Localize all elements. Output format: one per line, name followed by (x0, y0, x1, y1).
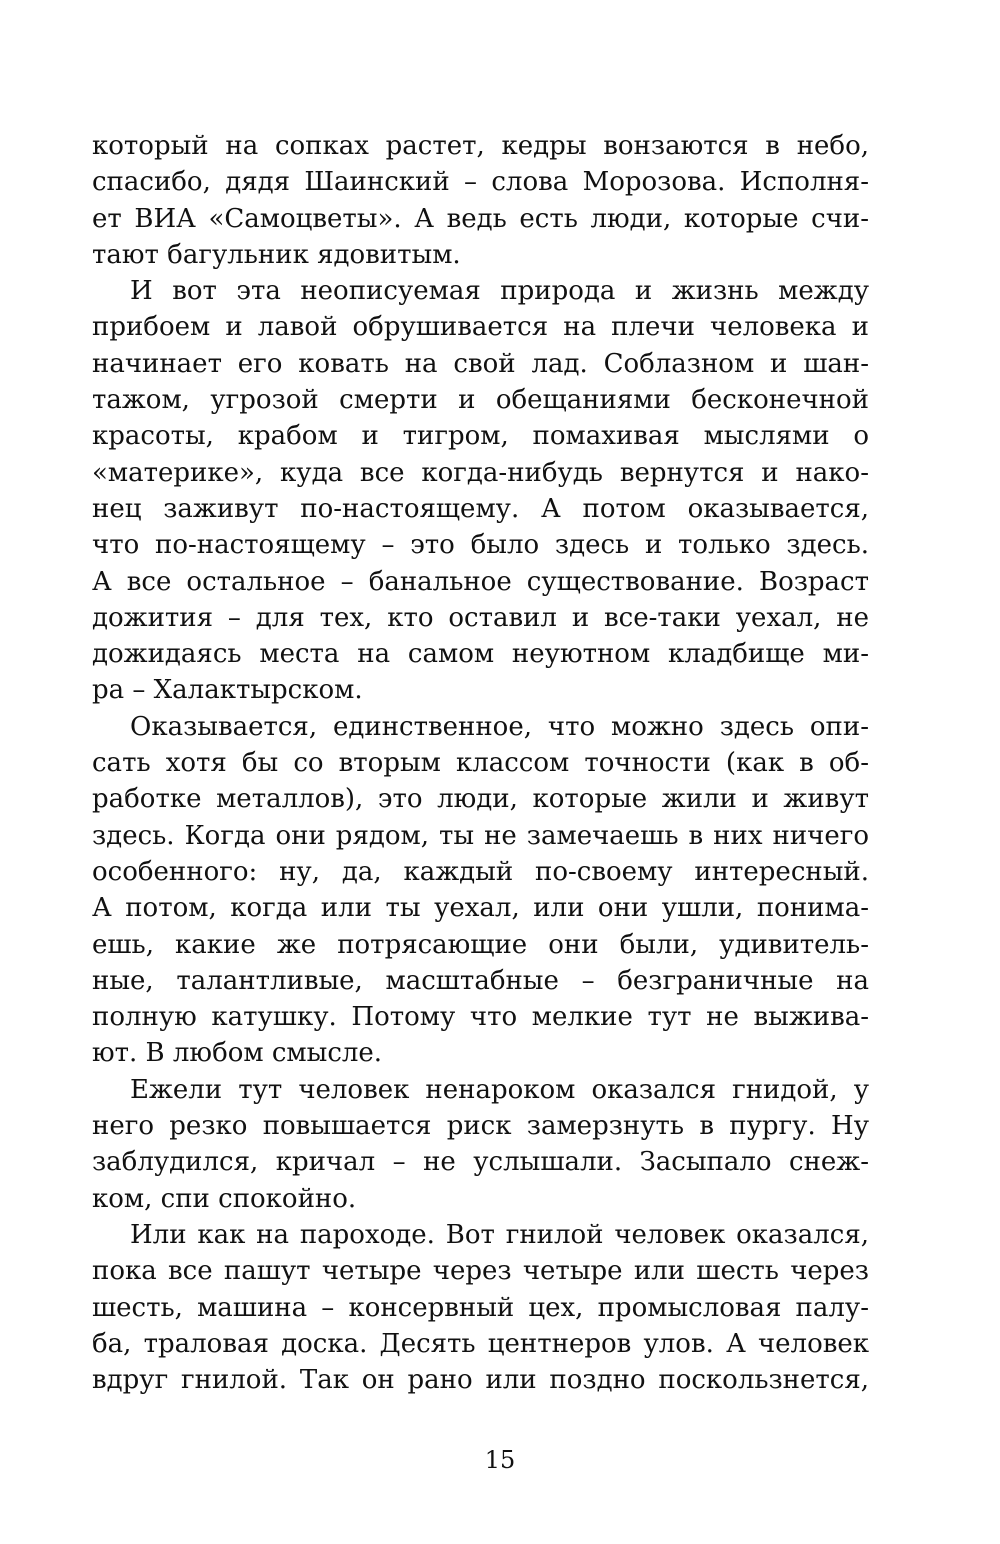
text-line: что по-настоящему – это было здесь и только здесь. (92, 530, 869, 561)
text-line: сать хотя бы со вторым классом точности (как в об- (92, 748, 869, 779)
page-number: 15 (484, 1446, 516, 1474)
text-line: красоты, крабом и тигром, помахивая мыслями о (92, 421, 869, 452)
text-line: ра – Халактырском. (92, 675, 363, 706)
text-line: ба, траловая доска. Десять центнеров улов. А человек (92, 1328, 869, 1359)
text-line: дожития – для тех, кто оставил и все-таки уехал, не (92, 602, 869, 633)
text-line: Или как на пароходе. Вот гнилой человек оказался, (130, 1219, 869, 1250)
paragraph-4 (92, 1072, 869, 1217)
text-line: тажом, угрозой смерти и обещаниями бесконечной (92, 385, 869, 416)
text-line: ные, талантливые, масштабные – безграничные на (92, 965, 869, 996)
text-line: ет ВИА «Самоцветы». А ведь есть люди, которые счи- (92, 203, 869, 234)
text-line: «материке», куда все когда-нибудь вернутся и нако- (92, 457, 869, 488)
text-line: полную катушку. Потому что мелкие тут не выжива- (92, 1002, 869, 1033)
text-line: ют. В любом смысле. (92, 1038, 383, 1069)
text-line: прибоем и лавой обрушивается на плечи человека и (92, 312, 869, 343)
text-line: пока все пашут четыре через четыре или шесть через (92, 1256, 869, 1287)
paragraph-5 (92, 1217, 869, 1398)
text-line: спасибо, дядя Шаинский – слова Морозова. Исполня- (92, 167, 869, 198)
text-line: Ежели тут человек ненароком оказался гнидой, у (130, 1074, 869, 1105)
paragraph-3 (92, 709, 869, 1072)
text-line: который на сопках растет, кедры вонзаются в небо, (92, 131, 869, 161)
text-line: Оказывается, единственное, что можно здесь опи- (130, 711, 869, 742)
page-body (92, 128, 869, 1398)
text-line: особенного: ну, да, каждый по-своему интересный. (92, 856, 869, 887)
text-line: тают багульник ядовитым. (92, 239, 461, 270)
text-line: ком, спи спокойно. (92, 1183, 357, 1214)
text-line: А все остальное – банальное существование. Возраст (92, 566, 869, 597)
text-line: вдруг гнилой. Так он рано или поздно поскользнется, (92, 1365, 869, 1396)
text-line: начинает его ковать на свой лад. Соблазном и шан- (92, 348, 869, 379)
text-line: заблудился, кричал – не услышали. Засыпало снеж- (92, 1147, 869, 1178)
text-line: шесть, машина – консервный цех, промысловая палу- (92, 1292, 869, 1323)
text-line: дожидаясь места на самом неуютном кладбище ми- (92, 639, 869, 670)
text-line: А потом, когда или ты уехал, или они ушли, понима- (92, 893, 869, 924)
text-line: нец заживут по-настоящему. А потом оказывается, (92, 493, 869, 524)
text-line: работке металлов), это люди, которые жили и живут (92, 784, 869, 815)
text-line: него резко повышается риск замерзнуть в пургу. Ну (92, 1111, 869, 1142)
text-line: ешь, какие же потрясающие они были, удивитель- (92, 929, 869, 960)
paragraph-2 (92, 273, 869, 709)
text-line: здесь. Когда они рядом, ты не замечаешь в них ничего (92, 820, 869, 851)
text-line: И вот эта неописуемая природа и жизнь между (130, 276, 869, 307)
paragraph-1 (92, 128, 869, 273)
